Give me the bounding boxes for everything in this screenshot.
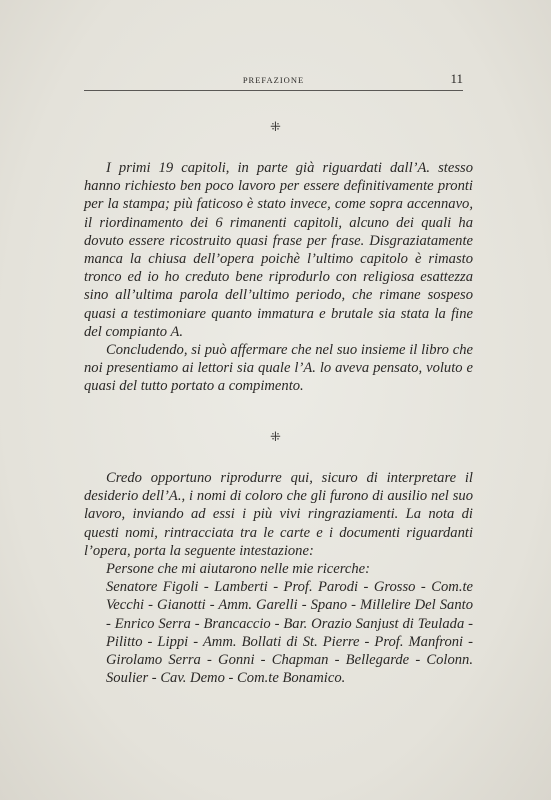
running-head (84, 70, 463, 91)
list-heading: Persone che mi aiutarono nelle mie ricerche: (106, 561, 370, 578)
paragraph: I primi 19 capitoli, in parte già riguardati dall’A. stesso hanno richiesto ben poco lavoro per essere definitivamente pronti per la stampa; più faticoso è stato invece, come sopra accennavo, il riordinamento dei 6 rimanenti capitoli, alcuno dei quali ha dovuto essere ricostruito quasi frase per frase. Disgraziatamente manca la chiusa dell’opera poichè l’ultimo capitolo è rimasto tronco ed io ho creduto bene riprodurlo con religiosa esattezza sino all’ultima parola dell’ultimo periodo, che rimane sospeso quasi a testimoniare quanto immatura e brutale sia stata la fine del compianto A. (84, 160, 473, 340)
section-ornament: ⁜ (270, 430, 281, 445)
page-number: 11 (450, 71, 463, 86)
section-2-text (84, 469, 473, 687)
section-1-text (84, 159, 473, 396)
names-list: Senatore Figoli - Lamberti - Prof. Parodi - Grosso - Com.te Vecchi - Gianotti - Amm. Garelli - Spano - Millelire Del Santo - Enrico Serra - Brancaccio - Bar. Orazio Sanjust di Teulada - Pilitto - Lippi - Amm. Bollati di St. Pierre - Prof. Manfroni - Girolamo Serra - Gonni - Chapman - Bellegarde - Colonn. Soulier - Cav. Demo - Com.te Bonamico. (106, 579, 473, 687)
running-title: PREFAZIONE (242, 75, 305, 85)
paragraph: Concludendo, si può affermare che nel suo insieme il libro che noi presentiamo ai lettori sia quale l’A. lo aveva pensato, voluto e quasi del tutto portato a compimento. (84, 342, 473, 395)
paragraph: Credo opportuno riprodurre qui, sicuro di interpretare il desiderio dell’A., i nomi di coloro che gli furono di ausilio nel suo lavoro, inviando ad essi i più vivi ringraziamenti. La nota di questi nomi, rintracciata tra le carte e i documenti riguardanti l’opera, porta la seguente intestazione: (84, 470, 473, 559)
section-ornament: ⁜ (270, 120, 281, 135)
